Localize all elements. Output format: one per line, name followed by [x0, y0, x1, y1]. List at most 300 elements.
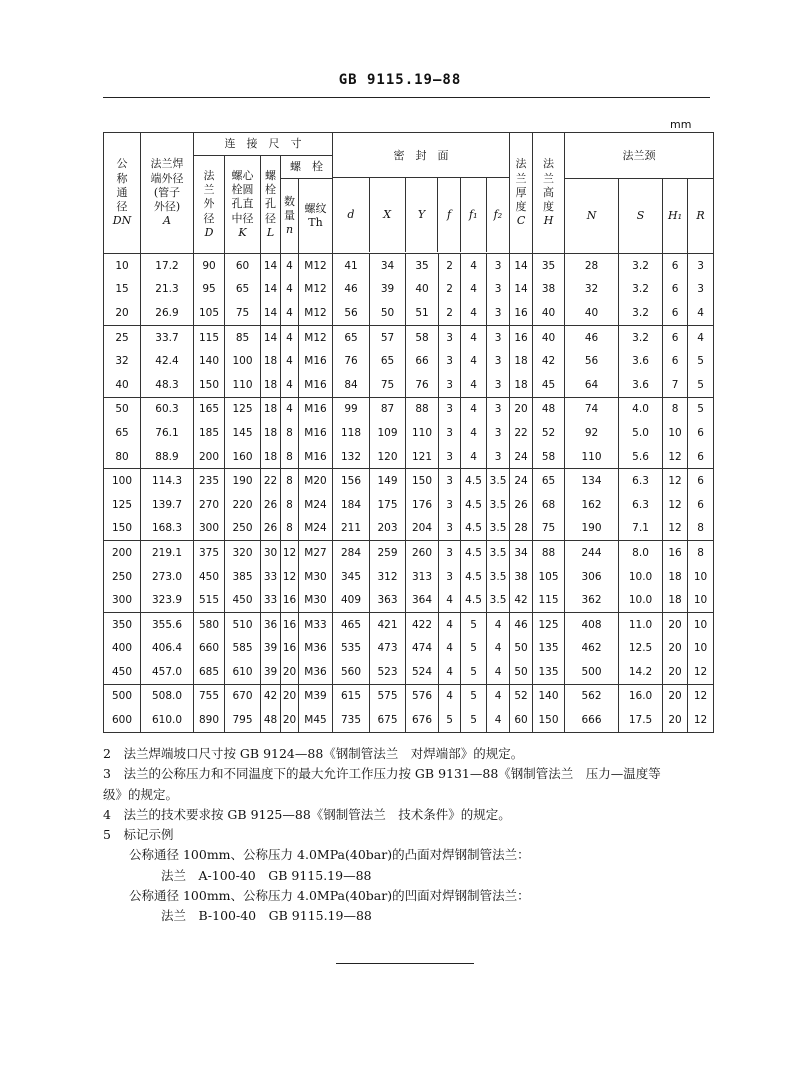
table-cell: 5.6: [619, 445, 663, 469]
table-cell: 406.4: [141, 637, 194, 661]
table-cell: 3.5: [487, 493, 510, 517]
table-cell: 90: [194, 254, 225, 278]
table-cell: 300: [194, 517, 225, 541]
table-cell: 75: [533, 517, 565, 541]
table-cell: M39: [299, 684, 333, 708]
table-cell: 3: [487, 254, 510, 278]
table-cell: 4.5: [461, 469, 487, 493]
col-h-header: 法 兰 高 度 H: [533, 133, 565, 254]
table-cell: 4: [439, 588, 461, 612]
table-cell: M36: [299, 660, 333, 684]
table-cell: 11.0: [619, 612, 663, 636]
table-cell: 5: [439, 708, 461, 732]
table-cell: 323.9: [141, 588, 194, 612]
table-cell: 4: [487, 708, 510, 732]
table-cell: 500: [104, 684, 141, 708]
table-cell: 203: [370, 517, 406, 541]
table-cell: 8: [663, 397, 688, 421]
table-cell: 16: [510, 325, 533, 349]
table-cell: 508.0: [141, 684, 194, 708]
table-cell: 421: [370, 612, 406, 636]
table-cell: 10: [663, 421, 688, 445]
table-cell: 524: [406, 660, 439, 684]
table-cell: 85: [225, 325, 261, 349]
table-cell: 450: [225, 588, 261, 612]
col-n-header: 数 量 n: [281, 179, 299, 254]
table-cell: 4: [281, 349, 299, 373]
table-cell: 50: [370, 301, 406, 325]
table-cell: 4: [439, 684, 461, 708]
table-cell: 39: [261, 637, 281, 661]
table-cell: 364: [406, 588, 439, 612]
table-cell: 260: [406, 541, 439, 565]
table-cell: 462: [565, 637, 619, 661]
table-cell: 14: [261, 254, 281, 278]
neck-group-header: 法兰颈: [565, 133, 714, 179]
table-cell: 3.5: [487, 541, 510, 565]
table-cell: M33: [299, 612, 333, 636]
table-cell: 118: [333, 421, 370, 445]
table-cell: 12: [281, 541, 299, 565]
table-cell: 114.3: [141, 469, 194, 493]
note-3: 3 法兰的公称压力和不同温度下的最大允许工作压力按 GB 9131—88《钢制管法兰 压力—温度等: [103, 766, 661, 782]
table-cell: 8: [281, 469, 299, 493]
table-cell: 575: [370, 684, 406, 708]
example-b-mark: 法兰 B-100-40 GB 9115.19—88: [161, 908, 372, 923]
table-cell: 56: [333, 301, 370, 325]
example-a-mark: 法兰 A-100-40 GB 9115.19—88: [161, 867, 372, 883]
table-cell: 20: [281, 684, 299, 708]
table-cell: 6.3: [619, 469, 663, 493]
seal-group-header: 密 封 面 d X Y f f₁ f₂: [333, 133, 510, 254]
table-cell: 156: [333, 469, 370, 493]
table-cell: 12: [663, 469, 688, 493]
table-cell: 105: [533, 565, 565, 589]
table-cell: 60.3: [141, 397, 194, 421]
table-cell: 38: [510, 565, 533, 589]
table-cell: 3.2: [619, 325, 663, 349]
note-4: 4 法兰的技术要求按 GB 9125—88《钢制管法兰 技术条件》的规定。: [103, 806, 511, 822]
document-header: GB 9115.19—88: [338, 72, 462, 88]
table-cell: 4: [439, 637, 461, 661]
table-cell: 18: [663, 588, 688, 612]
table-cell: 5: [461, 637, 487, 661]
table-cell: 65: [225, 278, 261, 302]
table-cell: 4: [461, 349, 487, 373]
table-cell: 95: [194, 278, 225, 302]
table-cell: M12: [299, 325, 333, 349]
table-cell: 20: [663, 612, 688, 636]
table-cell: 3: [487, 373, 510, 397]
table-cell: 515: [194, 588, 225, 612]
table-cell: 4: [461, 325, 487, 349]
table-cell: 26: [261, 493, 281, 517]
table-cell: 363: [370, 588, 406, 612]
table-row: [104, 660, 714, 684]
flange-dimension-table: [103, 132, 714, 733]
table-cell: 21.3: [141, 278, 194, 302]
table-cell: 3: [688, 278, 714, 302]
table-header: [104, 133, 714, 254]
table-cell: 185: [194, 421, 225, 445]
table-cell: 12.5: [619, 637, 663, 661]
col-seal-d: d: [333, 178, 370, 252]
table-cell: 610: [225, 660, 261, 684]
table-cell: 6: [663, 278, 688, 302]
table-cell: 600: [104, 708, 141, 732]
table-cell: 560: [333, 660, 370, 684]
table-cell: 52: [533, 421, 565, 445]
table-cell: 7: [663, 373, 688, 397]
table-cell: 12: [663, 517, 688, 541]
table-cell: 350: [104, 612, 141, 636]
table-cell: 4: [281, 301, 299, 325]
table-cell: 33: [261, 588, 281, 612]
table-cell: 4: [487, 612, 510, 636]
note-5: 5 标记示例: [103, 827, 174, 842]
table-cell: 284: [333, 541, 370, 565]
table-cell: 4: [281, 373, 299, 397]
table-cell: M30: [299, 565, 333, 589]
table-cell: 76: [333, 349, 370, 373]
table-cell: M24: [299, 517, 333, 541]
table-cell: 168.3: [141, 517, 194, 541]
table-cell: 135: [533, 660, 565, 684]
table-cell: 6: [688, 493, 714, 517]
table-cell: 4.5: [461, 493, 487, 517]
table-cell: 20: [104, 301, 141, 325]
table-row: [104, 517, 714, 541]
table-cell: 60: [225, 254, 261, 278]
col-k-header: 螺心 栓圆 孔直 中径 K: [225, 156, 261, 254]
table-cell: 88: [406, 397, 439, 421]
table-cell: 46: [510, 612, 533, 636]
table-row: [104, 254, 714, 278]
table-cell: 51: [406, 301, 439, 325]
col-l-header: 螺 栓 孔 径 L: [261, 156, 281, 254]
table-cell: 121: [406, 445, 439, 469]
table-row: [104, 301, 714, 325]
table-cell: 45: [533, 373, 565, 397]
table-cell: 14: [261, 301, 281, 325]
table-cell: 149: [370, 469, 406, 493]
table-cell: 4: [487, 684, 510, 708]
table-cell: 250: [225, 517, 261, 541]
table-cell: 3: [439, 349, 461, 373]
table-cell: 3: [487, 445, 510, 469]
table-cell: 10.0: [619, 588, 663, 612]
table-cell: 8: [688, 517, 714, 541]
table-cell: 211: [333, 517, 370, 541]
table-cell: 16: [663, 541, 688, 565]
table-cell: 3.5: [487, 469, 510, 493]
table-cell: 65: [104, 421, 141, 445]
table-cell: 20: [663, 708, 688, 732]
table-cell: 24: [510, 469, 533, 493]
table-cell: 39: [261, 660, 281, 684]
table-cell: 500: [565, 660, 619, 684]
table-cell: 88.9: [141, 445, 194, 469]
table-cell: 35: [533, 254, 565, 278]
table-cell: 306: [565, 565, 619, 589]
col-d-header: 法 兰 外 径 D: [194, 156, 225, 254]
table-cell: 10: [688, 612, 714, 636]
table-cell: 165: [194, 397, 225, 421]
table-cell: 3: [439, 469, 461, 493]
example-b-desc: 公称通径 100mm、公称压力 4.0MPa(40bar)的凹面对焊钢制管法兰：: [129, 887, 530, 903]
table-cell: 42: [510, 588, 533, 612]
table-cell: 6.3: [619, 493, 663, 517]
table-cell: M16: [299, 397, 333, 421]
table-cell: 38: [533, 278, 565, 302]
table-cell: 12: [688, 708, 714, 732]
table-cell: 755: [194, 684, 225, 708]
table-row: [104, 373, 714, 397]
table-cell: 660: [194, 637, 225, 661]
table-cell: 110: [565, 445, 619, 469]
table-cell: 65: [333, 325, 370, 349]
table-cell: 4.5: [461, 565, 487, 589]
table-row: [104, 325, 714, 349]
table-cell: 4: [281, 254, 299, 278]
table-cell: 50: [104, 397, 141, 421]
table-cell: 40: [533, 325, 565, 349]
table-cell: 18: [261, 421, 281, 445]
table-cell: 735: [333, 708, 370, 732]
table-cell: 88: [533, 541, 565, 565]
table-cell: 12: [663, 445, 688, 469]
table-cell: 33.7: [141, 325, 194, 349]
table-cell: 610.0: [141, 708, 194, 732]
table-cell: 8.0: [619, 541, 663, 565]
table-cell: 76.1: [141, 421, 194, 445]
table-cell: 2: [439, 278, 461, 302]
table-cell: 12: [663, 493, 688, 517]
table-cell: 20: [663, 660, 688, 684]
table-cell: 4: [688, 325, 714, 349]
conn-group-header: 连 接 尺 寸: [194, 133, 333, 156]
table-cell: 355.6: [141, 612, 194, 636]
table-cell: 40: [406, 278, 439, 302]
table-cell: 109: [370, 421, 406, 445]
table-cell: 140: [533, 684, 565, 708]
notes-section: [103, 744, 713, 926]
table-cell: 12: [688, 660, 714, 684]
table-cell: 42: [261, 684, 281, 708]
table-cell: 16: [281, 637, 299, 661]
table-cell: 66: [406, 349, 439, 373]
table-cell: 125: [533, 612, 565, 636]
table-cell: 510: [225, 612, 261, 636]
table-cell: 313: [406, 565, 439, 589]
table-cell: 20: [281, 708, 299, 732]
table-cell: 10: [688, 637, 714, 661]
table-row: [104, 588, 714, 612]
table-cell: 5: [688, 373, 714, 397]
col-neck-n: N: [565, 179, 619, 254]
table-cell: 6: [688, 469, 714, 493]
table-cell: 40: [565, 301, 619, 325]
table-cell: 56: [565, 349, 619, 373]
table-cell: 20: [510, 397, 533, 421]
table-cell: 5: [688, 397, 714, 421]
table-cell: 312: [370, 565, 406, 589]
table-cell: 523: [370, 660, 406, 684]
table-cell: 65: [370, 349, 406, 373]
table-cell: 4: [439, 660, 461, 684]
table-cell: 150: [194, 373, 225, 397]
table-cell: 14.2: [619, 660, 663, 684]
table-cell: 3: [487, 349, 510, 373]
table-cell: 34: [370, 254, 406, 278]
table-cell: 12: [281, 565, 299, 589]
table-cell: 676: [406, 708, 439, 732]
table-cell: 375: [194, 541, 225, 565]
table-cell: 10: [104, 254, 141, 278]
table-cell: 10: [688, 588, 714, 612]
table-cell: 135: [533, 637, 565, 661]
table-cell: 273.0: [141, 565, 194, 589]
col-neck-h1: H₁: [663, 179, 688, 254]
table-cell: 30: [261, 541, 281, 565]
table-cell: 46: [565, 325, 619, 349]
table-cell: 2: [439, 254, 461, 278]
table-cell: 3.5: [487, 565, 510, 589]
table-cell: 33: [261, 565, 281, 589]
table-cell: 6: [663, 325, 688, 349]
table-cell: 675: [370, 708, 406, 732]
table-cell: 473: [370, 637, 406, 661]
table-cell: 6: [688, 421, 714, 445]
table-cell: 110: [406, 421, 439, 445]
table-row: [104, 278, 714, 302]
table-cell: 3: [439, 517, 461, 541]
table-cell: 4: [281, 397, 299, 421]
table-cell: 474: [406, 637, 439, 661]
table-cell: 6: [663, 301, 688, 325]
table-cell: 18: [261, 373, 281, 397]
table-cell: 457.0: [141, 660, 194, 684]
table-cell: 3: [439, 493, 461, 517]
table-cell: 42: [533, 349, 565, 373]
table-cell: 3: [487, 278, 510, 302]
table-cell: 450: [104, 660, 141, 684]
table-cell: 18: [261, 397, 281, 421]
table-cell: 4.5: [461, 517, 487, 541]
table-row: [104, 349, 714, 373]
table-cell: 15: [104, 278, 141, 302]
table-cell: 22: [510, 421, 533, 445]
table-cell: 52: [510, 684, 533, 708]
table-cell: 40: [533, 301, 565, 325]
table-cell: 200: [194, 445, 225, 469]
table-cell: 139.7: [141, 493, 194, 517]
table-cell: 75: [370, 373, 406, 397]
table-cell: 176: [406, 493, 439, 517]
table-cell: 74: [565, 397, 619, 421]
table-cell: 150: [406, 469, 439, 493]
table-cell: 3.5: [487, 588, 510, 612]
table-cell: 26: [510, 493, 533, 517]
table-cell: 34: [510, 541, 533, 565]
table-cell: 3.2: [619, 278, 663, 302]
table-cell: 50: [510, 660, 533, 684]
table-cell: 562: [565, 684, 619, 708]
table-cell: 8: [281, 421, 299, 445]
table-cell: 2: [439, 301, 461, 325]
table-cell: 6: [688, 445, 714, 469]
table-cell: 235: [194, 469, 225, 493]
table-cell: M16: [299, 349, 333, 373]
table-cell: 17.5: [619, 708, 663, 732]
table-cell: 585: [225, 637, 261, 661]
table-row: [104, 445, 714, 469]
table-row: [104, 493, 714, 517]
table-cell: 4: [461, 301, 487, 325]
table-cell: 385: [225, 565, 261, 589]
table-cell: 28: [565, 254, 619, 278]
table-row: [104, 421, 714, 445]
table-cell: 115: [533, 588, 565, 612]
table-cell: 5: [461, 684, 487, 708]
table-cell: 92: [565, 421, 619, 445]
table-cell: 320: [225, 541, 261, 565]
table-cell: 450: [194, 565, 225, 589]
table-cell: 4.0: [619, 397, 663, 421]
note-2: 2 法兰焊端坡口尺寸按 GB 9124—88《钢制管法兰 对焊端部》的规定。: [103, 746, 524, 761]
table-cell: 615: [333, 684, 370, 708]
table-cell: 5: [688, 349, 714, 373]
table-cell: 110: [225, 373, 261, 397]
table-cell: 64: [565, 373, 619, 397]
col-seal-f: f: [438, 178, 460, 252]
table-cell: 162: [565, 493, 619, 517]
col-c-header: 法 兰 厚 度 C: [510, 133, 533, 254]
table-cell: 150: [533, 708, 565, 732]
note-3-cont: 级》的规定。: [103, 786, 179, 802]
table-cell: 4: [461, 278, 487, 302]
col-neck-r: R: [688, 179, 714, 254]
table-cell: 14: [261, 278, 281, 302]
table-cell: 105: [194, 301, 225, 325]
table-cell: 18: [663, 565, 688, 589]
table-row: [104, 397, 714, 421]
page-end-rule: [336, 963, 474, 964]
table-cell: 18: [510, 373, 533, 397]
table-cell: 3: [439, 325, 461, 349]
table-cell: 244: [565, 541, 619, 565]
table-cell: 4: [461, 445, 487, 469]
table-cell: 3: [487, 325, 510, 349]
table-cell: 14: [261, 325, 281, 349]
table-cell: 300: [104, 588, 141, 612]
table-cell: 3.2: [619, 254, 663, 278]
table-cell: 18: [261, 445, 281, 469]
table-cell: 39: [370, 278, 406, 302]
table-row: [104, 708, 714, 732]
table-cell: M45: [299, 708, 333, 732]
table-cell: 17.2: [141, 254, 194, 278]
table-cell: 890: [194, 708, 225, 732]
table-cell: 4: [461, 397, 487, 421]
table-cell: 18: [510, 349, 533, 373]
table-cell: 422: [406, 612, 439, 636]
table-cell: 65: [533, 469, 565, 493]
table-cell: 250: [104, 565, 141, 589]
table-cell: 75: [225, 301, 261, 325]
table-cell: 4: [461, 421, 487, 445]
table-cell: 3: [487, 397, 510, 421]
